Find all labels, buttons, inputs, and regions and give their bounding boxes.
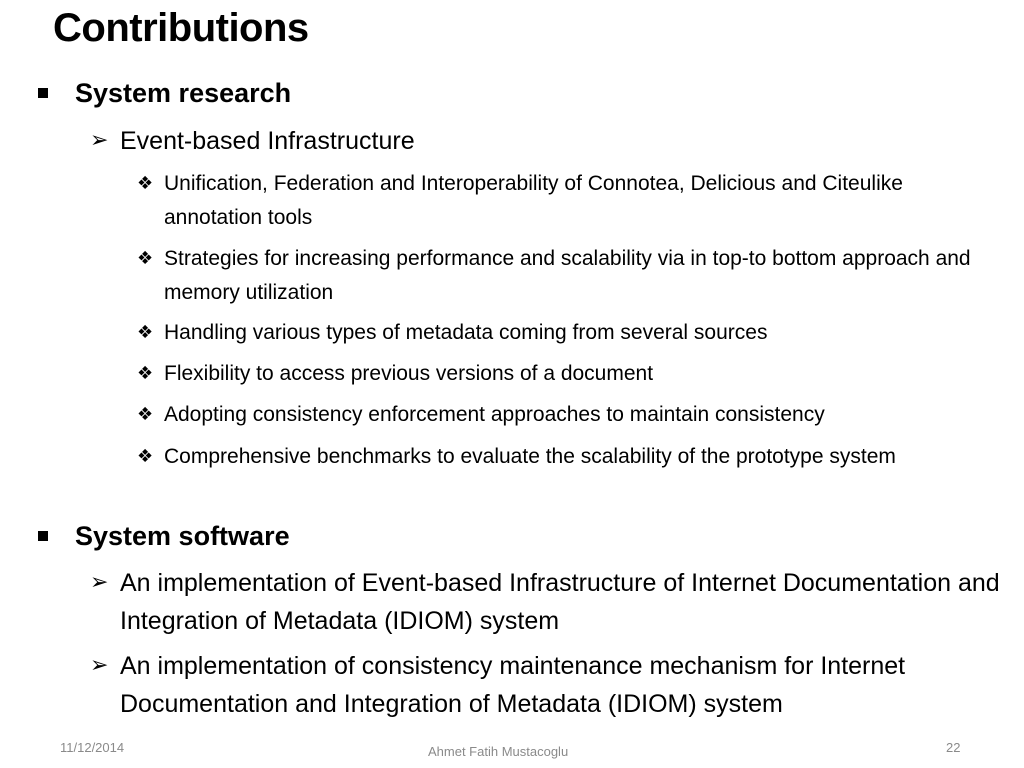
square-bullet-icon xyxy=(38,88,48,98)
sub-bullet-flexibility xyxy=(137,357,997,391)
arrow-bullet-icon: ➢ xyxy=(90,570,109,595)
bullet-implementation-event-based xyxy=(90,564,1000,640)
sub-bullet-text: Flexibility to access previous versions of a document xyxy=(164,362,654,385)
diamond-bullet-icon: ❖ xyxy=(137,322,154,343)
sub-bullet-text: Comprehensive benchmarks to evaluate the scalability of the prototype system xyxy=(164,445,896,468)
footer-date: 11/12/2014 xyxy=(60,740,125,755)
arrow-bullet-icon: ➢ xyxy=(90,653,109,678)
diamond-bullet-icon: ❖ xyxy=(137,248,154,269)
section-heading: System research xyxy=(75,78,292,108)
sub-bullet-strategies xyxy=(137,242,997,310)
sub-bullet-consistency xyxy=(137,398,997,432)
bullet-event-based-infrastructure xyxy=(90,122,1000,160)
sub-bullet-benchmarks xyxy=(137,440,997,474)
arrow-bullet-icon: ➢ xyxy=(90,128,109,153)
bullet-text: Event-based Infrastructure xyxy=(120,127,415,155)
slide-title: Contributions xyxy=(53,6,309,50)
sub-bullet-text: Adopting consistency enforcement approaches to maintain consistency xyxy=(164,403,825,426)
diamond-bullet-icon: ❖ xyxy=(137,363,154,384)
sub-bullet-text: Handling various types of metadata coming from several sources xyxy=(164,321,768,344)
section-heading: System software xyxy=(75,521,290,551)
sub-bullet-text: Strategies for increasing performance and scalability via in top-to bottom approach and memory utilization xyxy=(164,247,971,304)
bullet-text: An implementation of consistency maintenance mechanism for Internet Documentation and Integration of Metadata (IDIOM) system xyxy=(120,652,906,718)
footer-author: Ahmet Fatih Mustacoglu xyxy=(428,744,569,759)
footer-page-number: 22 xyxy=(946,740,961,755)
diamond-bullet-icon: ❖ xyxy=(137,173,154,194)
bullet-text: An implementation of Event-based Infrastructure of Internet Documentation and Integration of Metadata (IDIOM) system xyxy=(120,569,1000,635)
bullet-implementation-consistency xyxy=(90,647,1000,723)
square-bullet-icon xyxy=(38,531,48,541)
sub-bullet-text: Unification, Federation and Interoperability of Connotea, Delicious and Citeulike annotation tools xyxy=(164,172,903,229)
diamond-bullet-icon: ❖ xyxy=(137,446,154,467)
sub-bullet-unification xyxy=(137,167,997,235)
diamond-bullet-icon: ❖ xyxy=(137,404,154,425)
sub-bullet-metadata-types xyxy=(137,316,997,350)
